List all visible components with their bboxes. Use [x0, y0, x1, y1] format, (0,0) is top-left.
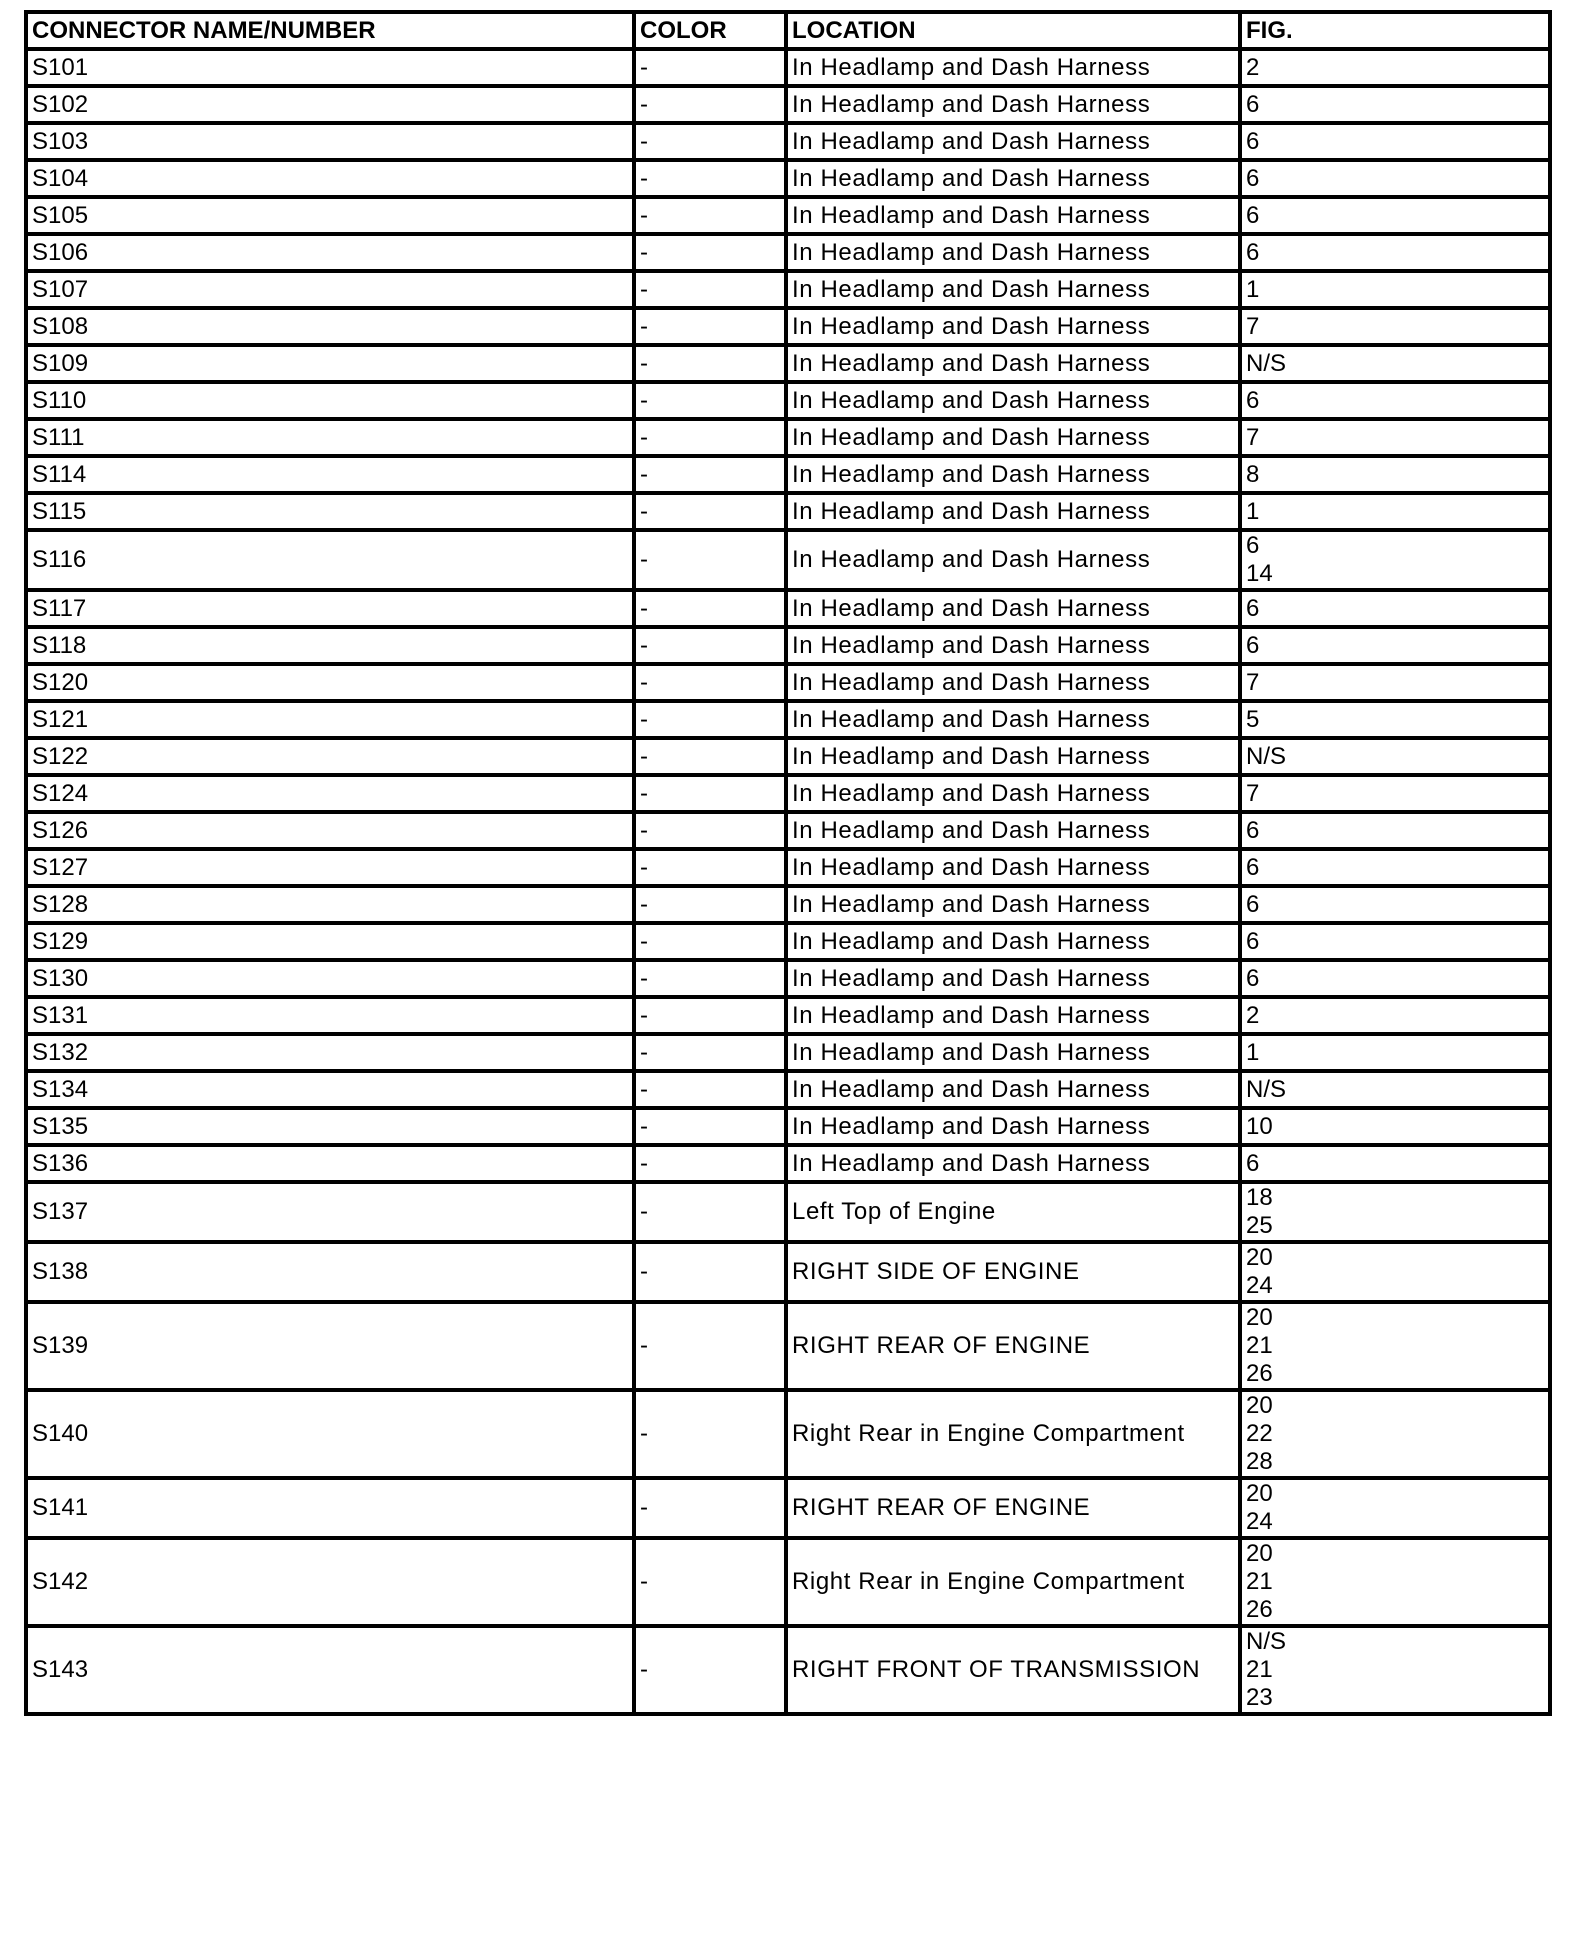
- connector-location-table: [24, 10, 1552, 1716]
- color-cell: -: [634, 775, 786, 812]
- fig-number: 6: [1246, 127, 1260, 155]
- fig-number: 14: [1246, 560, 1273, 587]
- fig-number: 7: [1246, 423, 1260, 451]
- fig-cell: [1240, 1034, 1550, 1071]
- fig-cell: [1240, 960, 1550, 997]
- fig-number: 21: [1246, 1656, 1273, 1683]
- fig-number: 20: [1246, 1304, 1273, 1331]
- color-cell: -: [634, 345, 786, 382]
- connector-name-cell: S105: [26, 197, 634, 234]
- fig-cell: [1240, 923, 1550, 960]
- fig-cell: [1240, 627, 1550, 664]
- location-cell: RIGHT FRONT OF TRANSMISSION: [786, 1626, 1240, 1714]
- location-cell: In Headlamp and Dash Harness: [786, 775, 1240, 812]
- fig-number: 2: [1246, 1001, 1260, 1029]
- fig-cell: [1240, 664, 1550, 701]
- fig-cell: [1240, 1302, 1550, 1390]
- connector-name-cell: S104: [26, 160, 634, 197]
- fig-cell: [1240, 1626, 1550, 1714]
- fig-number: 6: [1246, 1149, 1260, 1177]
- connector-name-cell: S134: [26, 1071, 634, 1108]
- fig-cell: [1240, 1242, 1550, 1302]
- connector-name-cell: S115: [26, 493, 634, 530]
- table-row: [26, 997, 1550, 1034]
- connector-name-cell: S122: [26, 738, 634, 775]
- color-cell: -: [634, 1302, 786, 1390]
- table-row: [26, 86, 1550, 123]
- connector-name-cell: S109: [26, 345, 634, 382]
- table-row: [26, 197, 1550, 234]
- location-cell: In Headlamp and Dash Harness: [786, 456, 1240, 493]
- fig-number: 1: [1246, 1038, 1260, 1066]
- fig-number: 28: [1246, 1448, 1273, 1475]
- fig-cell: [1240, 456, 1550, 493]
- location-cell: In Headlamp and Dash Harness: [786, 271, 1240, 308]
- table-row: [26, 308, 1550, 345]
- connector-name-cell: S138: [26, 1242, 634, 1302]
- fig-number: 10: [1246, 1112, 1273, 1140]
- location-cell: In Headlamp and Dash Harness: [786, 886, 1240, 923]
- color-cell: -: [634, 419, 786, 456]
- fig-number: 1: [1246, 497, 1260, 525]
- table-row: [26, 1071, 1550, 1108]
- fig-number: 6: [1246, 964, 1260, 992]
- fig-cell: [1240, 997, 1550, 1034]
- fig-number: 26: [1246, 1596, 1273, 1623]
- color-cell: -: [634, 456, 786, 493]
- table-row: [26, 1302, 1550, 1390]
- location-cell: RIGHT SIDE OF ENGINE: [786, 1242, 1240, 1302]
- color-cell: -: [634, 1145, 786, 1182]
- header-connector-name: CONNECTOR NAME/NUMBER: [26, 12, 634, 49]
- location-cell: Right Rear in Engine Compartment: [786, 1538, 1240, 1626]
- connector-name-cell: S111: [26, 419, 634, 456]
- connector-name-cell: S118: [26, 627, 634, 664]
- location-cell: In Headlamp and Dash Harness: [786, 382, 1240, 419]
- header-color: COLOR: [634, 12, 786, 49]
- fig-cell: [1240, 49, 1550, 86]
- table-row: [26, 419, 1550, 456]
- location-cell: In Headlamp and Dash Harness: [786, 1145, 1240, 1182]
- fig-cell: [1240, 382, 1550, 419]
- color-cell: -: [634, 960, 786, 997]
- fig-number: 21: [1246, 1332, 1273, 1359]
- fig-number: 7: [1246, 312, 1260, 340]
- fig-number: N/S: [1246, 1075, 1287, 1103]
- fig-number: N/S: [1246, 1628, 1287, 1655]
- location-cell: RIGHT REAR OF ENGINE: [786, 1302, 1240, 1390]
- fig-cell: [1240, 86, 1550, 123]
- color-cell: -: [634, 738, 786, 775]
- fig-cell: [1240, 590, 1550, 627]
- connector-name-cell: S140: [26, 1390, 634, 1478]
- fig-cell: [1240, 1182, 1550, 1242]
- fig-cell: [1240, 271, 1550, 308]
- fig-number: 6: [1246, 532, 1260, 559]
- connector-name-cell: S108: [26, 308, 634, 345]
- location-cell: In Headlamp and Dash Harness: [786, 419, 1240, 456]
- color-cell: -: [634, 493, 786, 530]
- table-row: [26, 49, 1550, 86]
- connector-name-cell: S130: [26, 960, 634, 997]
- location-cell: In Headlamp and Dash Harness: [786, 923, 1240, 960]
- color-cell: -: [634, 308, 786, 345]
- table-row: [26, 849, 1550, 886]
- color-cell: -: [634, 271, 786, 308]
- color-cell: -: [634, 997, 786, 1034]
- color-cell: -: [634, 664, 786, 701]
- connector-name-cell: S106: [26, 234, 634, 271]
- fig-cell: [1240, 160, 1550, 197]
- fig-number: 6: [1246, 853, 1260, 881]
- table-row: [26, 886, 1550, 923]
- fig-number: 7: [1246, 779, 1260, 807]
- fig-cell: [1240, 1478, 1550, 1538]
- fig-cell: [1240, 123, 1550, 160]
- location-cell: In Headlamp and Dash Harness: [786, 308, 1240, 345]
- connector-name-cell: S139: [26, 1302, 634, 1390]
- connector-name-cell: S126: [26, 812, 634, 849]
- location-cell: In Headlamp and Dash Harness: [786, 49, 1240, 86]
- connector-name-cell: S136: [26, 1145, 634, 1182]
- location-cell: In Headlamp and Dash Harness: [786, 493, 1240, 530]
- fig-number: 7: [1246, 668, 1260, 696]
- table-row: [26, 493, 1550, 530]
- fig-number: 1: [1246, 275, 1260, 303]
- color-cell: -: [634, 701, 786, 738]
- fig-number: 20: [1246, 1392, 1273, 1419]
- header-fig: FIG.: [1240, 12, 1550, 49]
- color-cell: -: [634, 234, 786, 271]
- table-row: [26, 923, 1550, 960]
- location-cell: In Headlamp and Dash Harness: [786, 812, 1240, 849]
- fig-cell: [1240, 530, 1550, 590]
- connector-table-sheet: [24, 10, 1548, 1716]
- table-row: [26, 1108, 1550, 1145]
- color-cell: -: [634, 49, 786, 86]
- table-row: [26, 160, 1550, 197]
- connector-name-cell: S101: [26, 49, 634, 86]
- fig-number: 23: [1246, 1684, 1273, 1711]
- fig-cell: [1240, 1071, 1550, 1108]
- table-row: [26, 1478, 1550, 1538]
- table-row: [26, 1242, 1550, 1302]
- table-row: [26, 530, 1550, 590]
- connector-name-cell: S127: [26, 849, 634, 886]
- location-cell: Right Rear in Engine Compartment: [786, 1390, 1240, 1478]
- table-row: [26, 1145, 1550, 1182]
- table-row: [26, 960, 1550, 997]
- table-row: [26, 627, 1550, 664]
- fig-number: 18: [1246, 1184, 1273, 1211]
- fig-cell: [1240, 812, 1550, 849]
- color-cell: -: [634, 530, 786, 590]
- table-row: [26, 1390, 1550, 1478]
- fig-number: 2: [1246, 53, 1260, 81]
- connector-name-cell: S129: [26, 923, 634, 960]
- connector-name-cell: S128: [26, 886, 634, 923]
- location-cell: In Headlamp and Dash Harness: [786, 345, 1240, 382]
- fig-number: 6: [1246, 631, 1260, 659]
- fig-cell: [1240, 419, 1550, 456]
- table-row: [26, 382, 1550, 419]
- location-cell: In Headlamp and Dash Harness: [786, 197, 1240, 234]
- connector-name-cell: S102: [26, 86, 634, 123]
- location-cell: In Headlamp and Dash Harness: [786, 1108, 1240, 1145]
- color-cell: -: [634, 590, 786, 627]
- fig-cell: [1240, 1390, 1550, 1478]
- connector-name-cell: S124: [26, 775, 634, 812]
- fig-number: 6: [1246, 386, 1260, 414]
- location-cell: In Headlamp and Dash Harness: [786, 86, 1240, 123]
- table-row: [26, 701, 1550, 738]
- fig-number: 20: [1246, 1244, 1273, 1271]
- fig-cell: [1240, 308, 1550, 345]
- location-cell: In Headlamp and Dash Harness: [786, 701, 1240, 738]
- location-cell: In Headlamp and Dash Harness: [786, 1034, 1240, 1071]
- location-cell: In Headlamp and Dash Harness: [786, 123, 1240, 160]
- connector-name-cell: S143: [26, 1626, 634, 1714]
- location-cell: In Headlamp and Dash Harness: [786, 530, 1240, 590]
- location-cell: RIGHT REAR OF ENGINE: [786, 1478, 1240, 1538]
- connector-name-cell: S121: [26, 701, 634, 738]
- fig-number: 22: [1246, 1420, 1273, 1447]
- fig-number: 6: [1246, 201, 1260, 229]
- fig-cell: [1240, 345, 1550, 382]
- fig-number: N/S: [1246, 742, 1287, 770]
- connector-name-cell: S114: [26, 456, 634, 493]
- fig-cell: [1240, 701, 1550, 738]
- color-cell: -: [634, 1034, 786, 1071]
- connector-name-cell: S110: [26, 382, 634, 419]
- fig-number: 6: [1246, 890, 1260, 918]
- table-row: [26, 456, 1550, 493]
- color-cell: -: [634, 1478, 786, 1538]
- table-row: [26, 271, 1550, 308]
- fig-number: N/S: [1246, 349, 1287, 377]
- color-cell: -: [634, 1538, 786, 1626]
- location-cell: In Headlamp and Dash Harness: [786, 590, 1240, 627]
- color-cell: -: [634, 886, 786, 923]
- fig-number: 20: [1246, 1480, 1273, 1507]
- table-row: [26, 738, 1550, 775]
- fig-cell: [1240, 849, 1550, 886]
- table-row: [26, 1626, 1550, 1714]
- location-cell: In Headlamp and Dash Harness: [786, 960, 1240, 997]
- table-row: [26, 234, 1550, 271]
- connector-name-cell: S131: [26, 997, 634, 1034]
- location-cell: In Headlamp and Dash Harness: [786, 849, 1240, 886]
- fig-number: 6: [1246, 927, 1260, 955]
- color-cell: -: [634, 1071, 786, 1108]
- location-cell: In Headlamp and Dash Harness: [786, 664, 1240, 701]
- color-cell: -: [634, 627, 786, 664]
- connector-name-cell: S117: [26, 590, 634, 627]
- connector-name-cell: S103: [26, 123, 634, 160]
- fig-number: 6: [1246, 816, 1260, 844]
- fig-number: 6: [1246, 594, 1260, 622]
- color-cell: -: [634, 812, 786, 849]
- fig-number: 26: [1246, 1360, 1273, 1387]
- fig-number: 20: [1246, 1540, 1273, 1567]
- color-cell: -: [634, 1626, 786, 1714]
- location-cell: In Headlamp and Dash Harness: [786, 234, 1240, 271]
- fig-cell: [1240, 738, 1550, 775]
- connector-name-cell: S137: [26, 1182, 634, 1242]
- color-cell: -: [634, 1108, 786, 1145]
- connector-name-cell: S141: [26, 1478, 634, 1538]
- fig-number: 21: [1246, 1568, 1273, 1595]
- color-cell: -: [634, 86, 786, 123]
- color-cell: -: [634, 160, 786, 197]
- location-cell: In Headlamp and Dash Harness: [786, 738, 1240, 775]
- header-location: LOCATION: [786, 12, 1240, 49]
- fig-cell: [1240, 1145, 1550, 1182]
- color-cell: -: [634, 923, 786, 960]
- fig-number: 5: [1246, 705, 1260, 733]
- color-cell: -: [634, 1390, 786, 1478]
- color-cell: -: [634, 382, 786, 419]
- connector-name-cell: S135: [26, 1108, 634, 1145]
- fig-number: 8: [1246, 460, 1260, 488]
- connector-name-cell: S107: [26, 271, 634, 308]
- location-cell: In Headlamp and Dash Harness: [786, 1071, 1240, 1108]
- location-cell: Left Top of Engine: [786, 1182, 1240, 1242]
- table-row: [26, 345, 1550, 382]
- table-row: [26, 775, 1550, 812]
- fig-cell: [1240, 197, 1550, 234]
- fig-cell: [1240, 1538, 1550, 1626]
- table-body: [26, 49, 1550, 1714]
- table-row: [26, 812, 1550, 849]
- connector-name-cell: S142: [26, 1538, 634, 1626]
- location-cell: In Headlamp and Dash Harness: [786, 160, 1240, 197]
- fig-number: 24: [1246, 1272, 1273, 1299]
- table-row: [26, 664, 1550, 701]
- fig-cell: [1240, 493, 1550, 530]
- color-cell: -: [634, 123, 786, 160]
- table-header-row: [26, 12, 1550, 49]
- table-row: [26, 123, 1550, 160]
- table-row: [26, 1034, 1550, 1071]
- table-row: [26, 590, 1550, 627]
- fig-number: 24: [1246, 1508, 1273, 1535]
- connector-name-cell: S120: [26, 664, 634, 701]
- fig-cell: [1240, 886, 1550, 923]
- fig-number: 6: [1246, 90, 1260, 118]
- connector-name-cell: S116: [26, 530, 634, 590]
- fig-cell: [1240, 775, 1550, 812]
- table-row: [26, 1182, 1550, 1242]
- fig-number: 25: [1246, 1212, 1273, 1239]
- fig-cell: [1240, 1108, 1550, 1145]
- color-cell: -: [634, 1242, 786, 1302]
- table-row: [26, 1538, 1550, 1626]
- fig-number: 6: [1246, 238, 1260, 266]
- color-cell: -: [634, 1182, 786, 1242]
- connector-name-cell: S132: [26, 1034, 634, 1071]
- location-cell: In Headlamp and Dash Harness: [786, 997, 1240, 1034]
- fig-number: 6: [1246, 164, 1260, 192]
- location-cell: In Headlamp and Dash Harness: [786, 627, 1240, 664]
- fig-cell: [1240, 234, 1550, 271]
- color-cell: -: [634, 849, 786, 886]
- color-cell: -: [634, 197, 786, 234]
